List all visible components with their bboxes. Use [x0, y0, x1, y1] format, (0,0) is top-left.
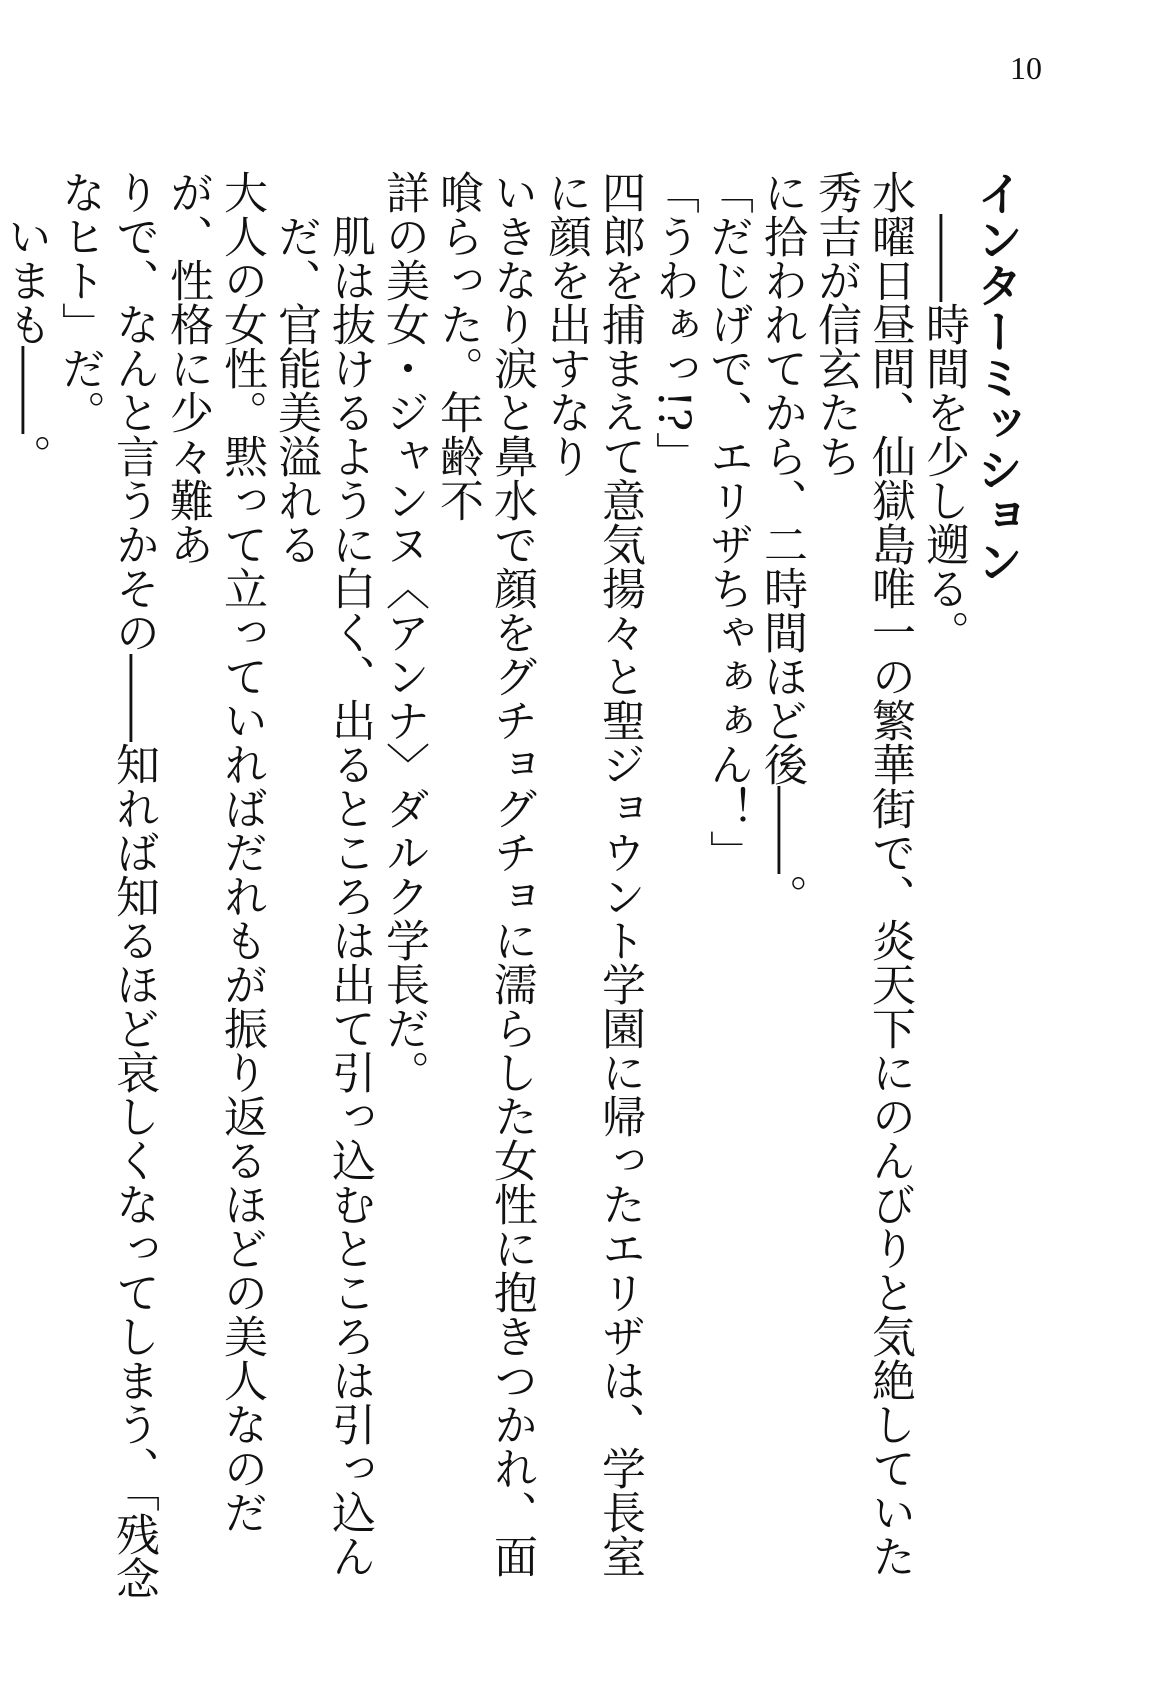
text-line: に拾われてから、二時間ほど後――。: [756, 170, 807, 918]
text-line: 大人の女性。黙って立っていればだれもが振り返るほどの美人なのだが、性格に少々難あ: [162, 170, 267, 1534]
text-line: 水曜日昼間、仙獄島唯一の繁華街で、炎天下にのんびりと気絶していた秀吉が信玄たち: [810, 170, 915, 1578]
text-line: 四郎を捕まえて意気揚々と聖ジョウント学園に帰ったエリザは、学長室に顔を出すなり: [540, 170, 645, 1578]
text-line: 「うわぁっ!?」: [648, 170, 699, 476]
text-line: ――時間を少し遡る。: [918, 214, 969, 654]
text-line: 詳の美女・ジャンヌ〈アンナ〉ダルク学長だ。: [378, 170, 429, 1094]
text-line: いきなり涙と鼻水で顔をグチョグチョに濡らした女性に抱きつかれ、面喰らった。年齢不: [432, 170, 537, 1578]
body-text: [0, 170, 1024, 1610]
text-line: 「だじげで、エリザちゃぁぁん！」: [702, 170, 753, 874]
page-number: 10: [1010, 50, 1042, 86]
text-line: りで、なんと言うかその――知れば知るほど哀しくなってしまう、「残念なヒト」だ。: [54, 170, 159, 1600]
chapter-title: インターミッション: [970, 170, 1024, 584]
text-line: 肌は抜けるように白く、出るところは出て引っ込むところは引っ込んだ、官能美溢れる: [270, 214, 375, 1578]
text-line: いまも――。: [0, 214, 51, 478]
